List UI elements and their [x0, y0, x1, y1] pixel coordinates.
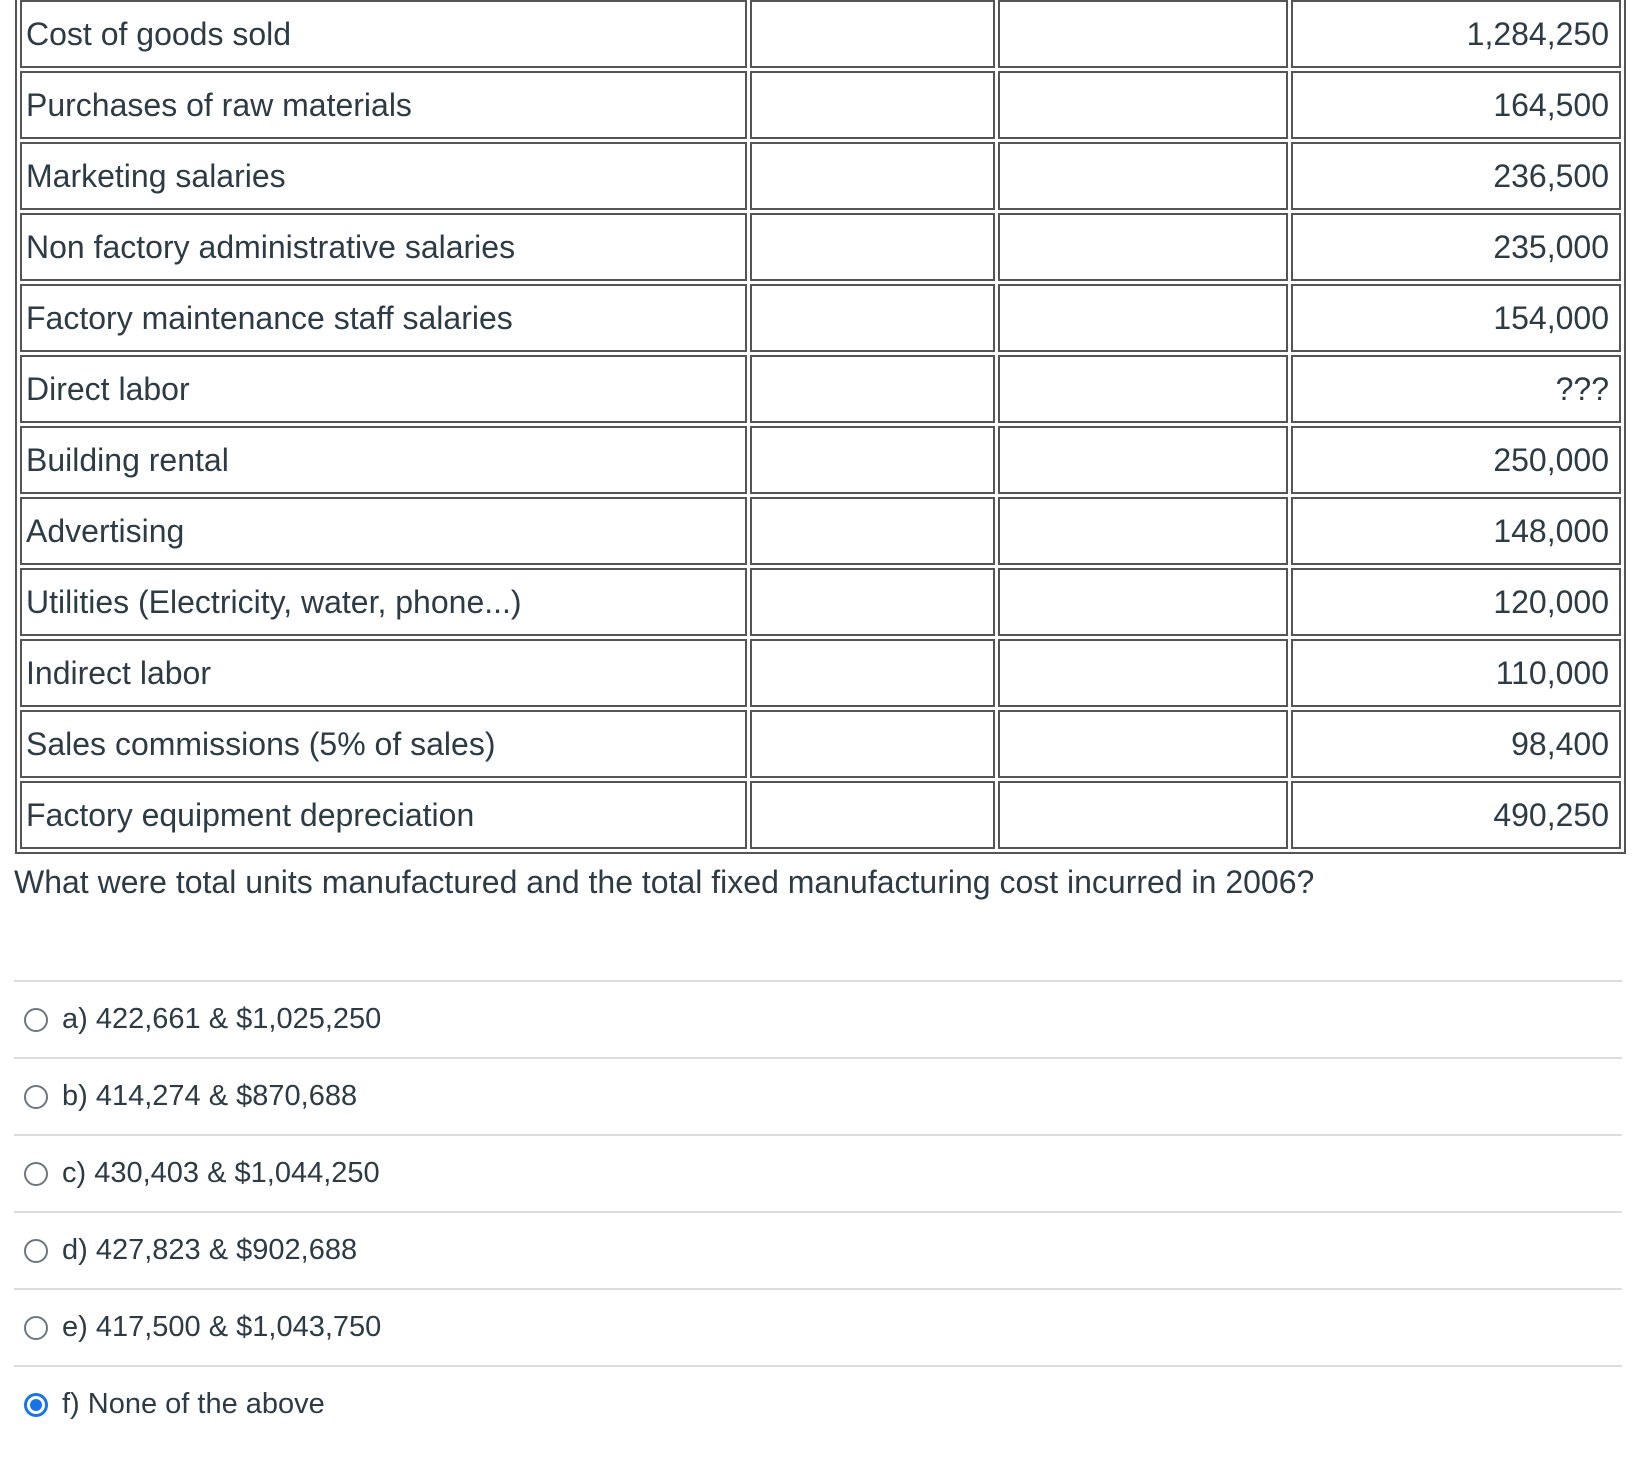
row-label: Utilities (Electricity, water, phone...) [20, 568, 747, 636]
empty-cell [998, 71, 1288, 139]
empty-cell [750, 426, 995, 494]
row-label: Advertising [20, 497, 747, 565]
row-label: Factory equipment depreciation [20, 781, 747, 849]
empty-cell [998, 284, 1288, 352]
table-row [20, 355, 1621, 423]
row-value: 235,000 [1291, 213, 1621, 281]
empty-cell [750, 781, 995, 849]
empty-cell [750, 284, 995, 352]
empty-cell [998, 0, 1288, 68]
empty-cell [750, 213, 995, 281]
answer-label[interactable]: a) 422,661 & $1,025,250 [62, 1003, 382, 1035]
empty-cell [998, 568, 1288, 636]
table-row [20, 0, 1621, 68]
radio-button[interactable] [24, 1239, 48, 1263]
radio-button[interactable] [24, 1316, 48, 1340]
radio-button-selected[interactable] [24, 1393, 48, 1417]
row-value: 120,000 [1291, 568, 1621, 636]
empty-cell [998, 142, 1288, 210]
empty-cell [998, 639, 1288, 707]
row-value: 98,400 [1291, 710, 1621, 778]
cost-table-container [15, 0, 1619, 854]
row-value: ??? [1291, 355, 1621, 423]
table-row [20, 497, 1621, 565]
row-label: Marketing salaries [20, 142, 747, 210]
row-label: Purchases of raw materials [20, 71, 747, 139]
empty-cell [750, 568, 995, 636]
table-row [20, 710, 1621, 778]
radio-button[interactable] [24, 1085, 48, 1109]
answer-option-a[interactable] [14, 982, 1622, 1059]
radio-button[interactable] [24, 1162, 48, 1186]
row-value: 154,000 [1291, 284, 1621, 352]
empty-cell [750, 71, 995, 139]
answer-list [14, 980, 1622, 1442]
table-row [20, 284, 1621, 352]
answer-option-d[interactable] [14, 1213, 1622, 1290]
question-text: What were total units manufactured and the total fixed manufacturing cost incurred in 2006? [14, 864, 1315, 900]
answer-label[interactable]: b) 414,274 & $870,688 [62, 1080, 358, 1112]
row-label: Indirect labor [20, 639, 747, 707]
row-label: Building rental [20, 426, 747, 494]
answer-option-b[interactable] [14, 1059, 1622, 1136]
row-label: Factory maintenance staff salaries [20, 284, 747, 352]
row-value: 236,500 [1291, 142, 1621, 210]
row-value: 1,284,250 [1291, 0, 1621, 68]
empty-cell [998, 355, 1288, 423]
empty-cell [998, 213, 1288, 281]
table-row [20, 639, 1621, 707]
empty-cell [750, 0, 995, 68]
answer-label[interactable]: e) 417,500 & $1,043,750 [62, 1311, 382, 1343]
row-value: 250,000 [1291, 426, 1621, 494]
answer-label[interactable]: d) 427,823 & $902,688 [62, 1234, 358, 1266]
answer-option-f[interactable] [14, 1367, 1622, 1442]
cost-table [15, 0, 1626, 854]
table-row [20, 781, 1621, 849]
empty-cell [998, 781, 1288, 849]
row-label: Sales commissions (5% of sales) [20, 710, 747, 778]
empty-cell [750, 355, 995, 423]
row-label: Non factory administrative salaries [20, 213, 747, 281]
table-row [20, 71, 1621, 139]
empty-cell [750, 639, 995, 707]
empty-cell [750, 710, 995, 778]
empty-cell [998, 497, 1288, 565]
row-value: 148,000 [1291, 497, 1621, 565]
answer-option-c[interactable] [14, 1136, 1622, 1213]
table-row [20, 213, 1621, 281]
row-label: Cost of goods sold [20, 0, 747, 68]
row-label: Direct labor [20, 355, 747, 423]
empty-cell [998, 426, 1288, 494]
row-value: 490,250 [1291, 781, 1621, 849]
empty-cell [998, 710, 1288, 778]
answer-label[interactable]: f) None of the above [62, 1388, 325, 1420]
table-row [20, 568, 1621, 636]
answer-label[interactable]: c) 430,403 & $1,044,250 [62, 1157, 380, 1189]
empty-cell [750, 497, 995, 565]
table-row [20, 142, 1621, 210]
empty-cell [750, 142, 995, 210]
answer-option-e[interactable] [14, 1290, 1622, 1367]
row-value: 110,000 [1291, 639, 1621, 707]
radio-button[interactable] [24, 1008, 48, 1032]
row-value: 164,500 [1291, 71, 1621, 139]
table-row [20, 426, 1621, 494]
